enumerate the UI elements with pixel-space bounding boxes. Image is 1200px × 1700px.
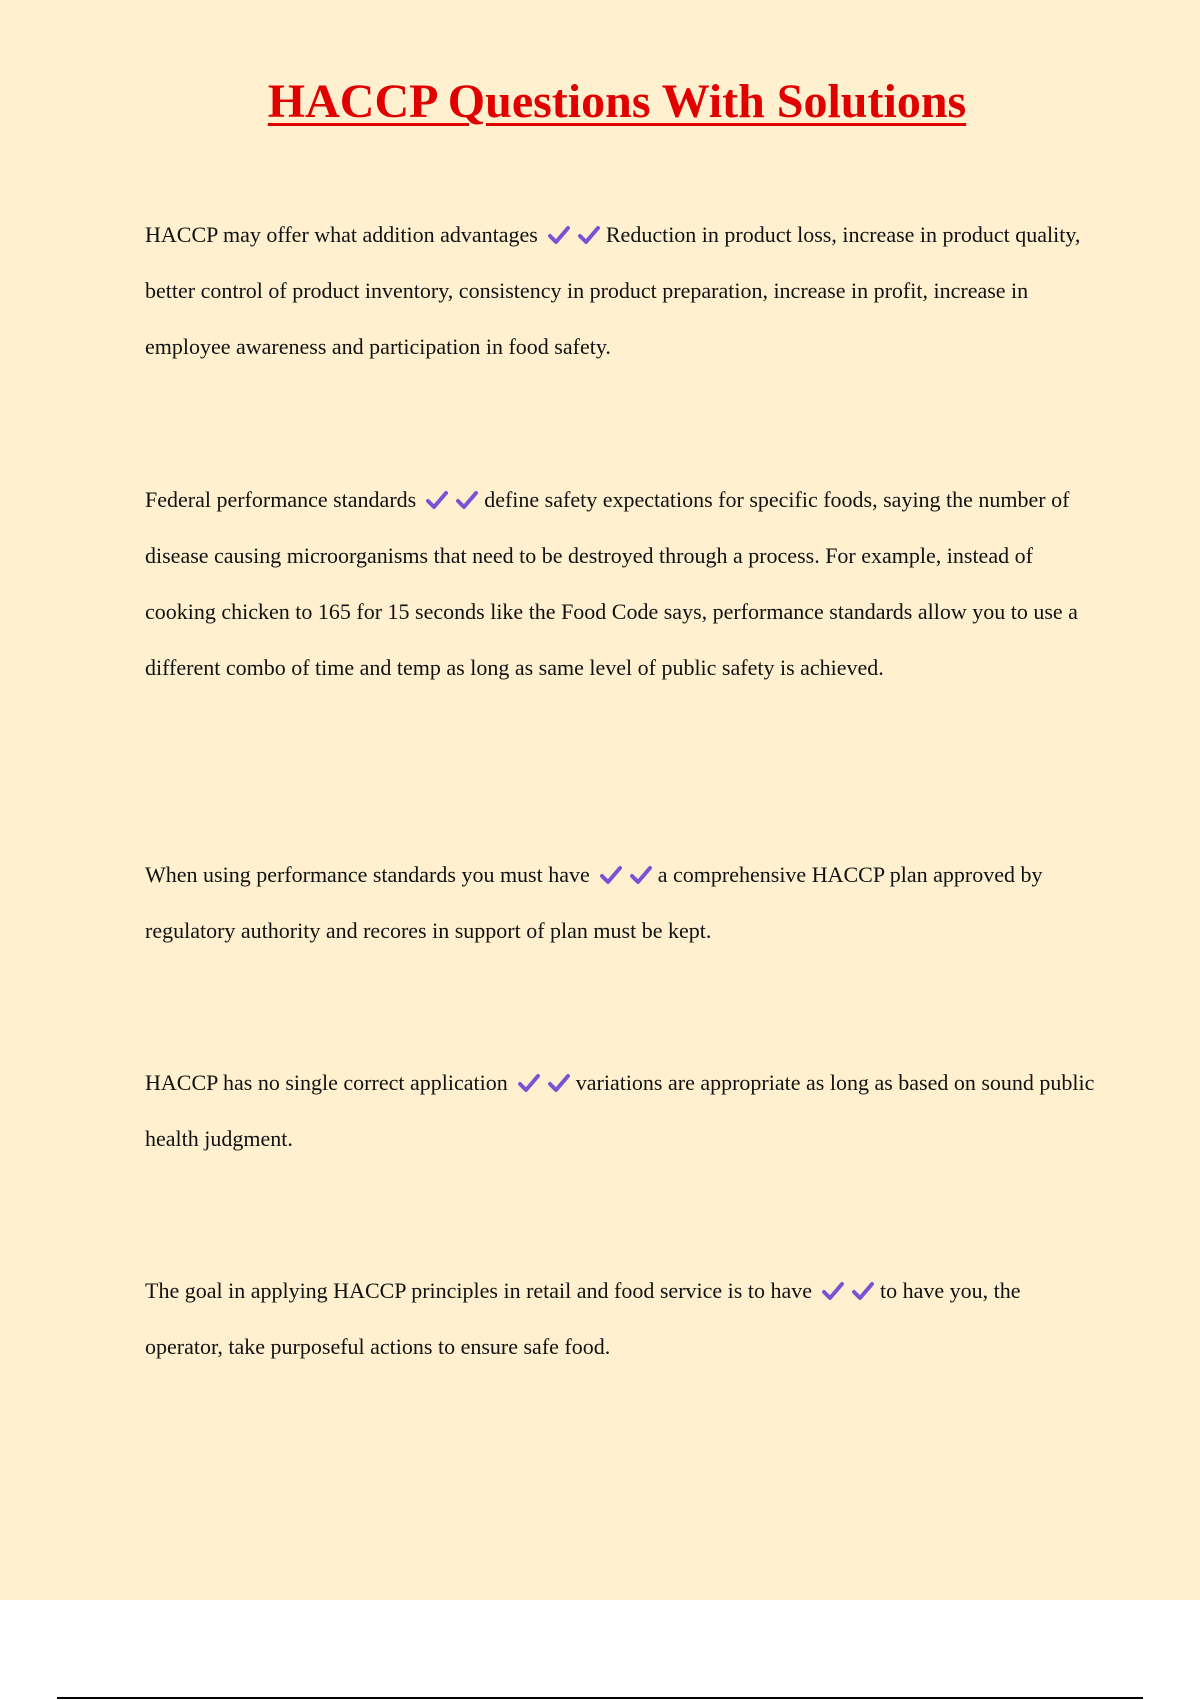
check-icon	[600, 865, 622, 885]
qa-item-2	[145, 472, 1095, 696]
answer-text: to have you, the operator, take purposeful actions to ensure safe food.	[145, 1278, 1021, 1359]
check-icon	[852, 1281, 874, 1301]
qa-item-5	[145, 1263, 1095, 1375]
check-icon	[630, 865, 652, 885]
qa-item-1	[145, 207, 1095, 375]
question-text: When using performance standards you must have	[145, 862, 590, 887]
answer-marker	[822, 1263, 874, 1319]
page-title: HACCP Questions With Solutions	[267, 75, 967, 128]
check-icon	[548, 1073, 570, 1093]
check-icon	[578, 225, 600, 245]
footer-rule	[57, 1697, 1143, 1699]
check-icon	[426, 490, 448, 510]
check-icon	[456, 490, 478, 510]
check-icon	[518, 1073, 540, 1093]
question-text: HACCP has no single correct application	[145, 1070, 508, 1095]
answer-text: variations are appropriate as long as based on sound public health judgment.	[145, 1070, 1095, 1151]
answer-marker	[600, 847, 652, 903]
answer-marker	[426, 472, 478, 528]
check-icon	[548, 225, 570, 245]
check-icon	[822, 1281, 844, 1301]
answer-text: Reduction in product loss, increase in product quality, better control of product inventory, consistency in product preparation, increase in profit, increase in employee awareness and participation in food safety.	[145, 222, 1081, 359]
question-text: The goal in applying HACCP principles in retail and food service is to have	[145, 1278, 812, 1303]
answer-text: a comprehensive HACCP plan approved by regulatory authority and recores in support of plan must be kept.	[145, 862, 1043, 943]
answer-marker	[548, 207, 600, 263]
qa-item-3	[145, 847, 1095, 959]
question-text: HACCP may offer what addition advantages	[145, 222, 538, 247]
answer-marker	[518, 1055, 570, 1111]
answer-text: define safety expectations for specific foods, saying the number of disease causing microorganisms that need to be destroyed through a process. For example, instead of cooking chicken to 165 for 15 seconds like the Food Code says, performance standards allow you to use a different combo of time and temp as long as same level of public safety is achieved.	[145, 487, 1078, 680]
question-text: Federal performance standards	[145, 487, 417, 512]
qa-item-4	[145, 1055, 1095, 1167]
